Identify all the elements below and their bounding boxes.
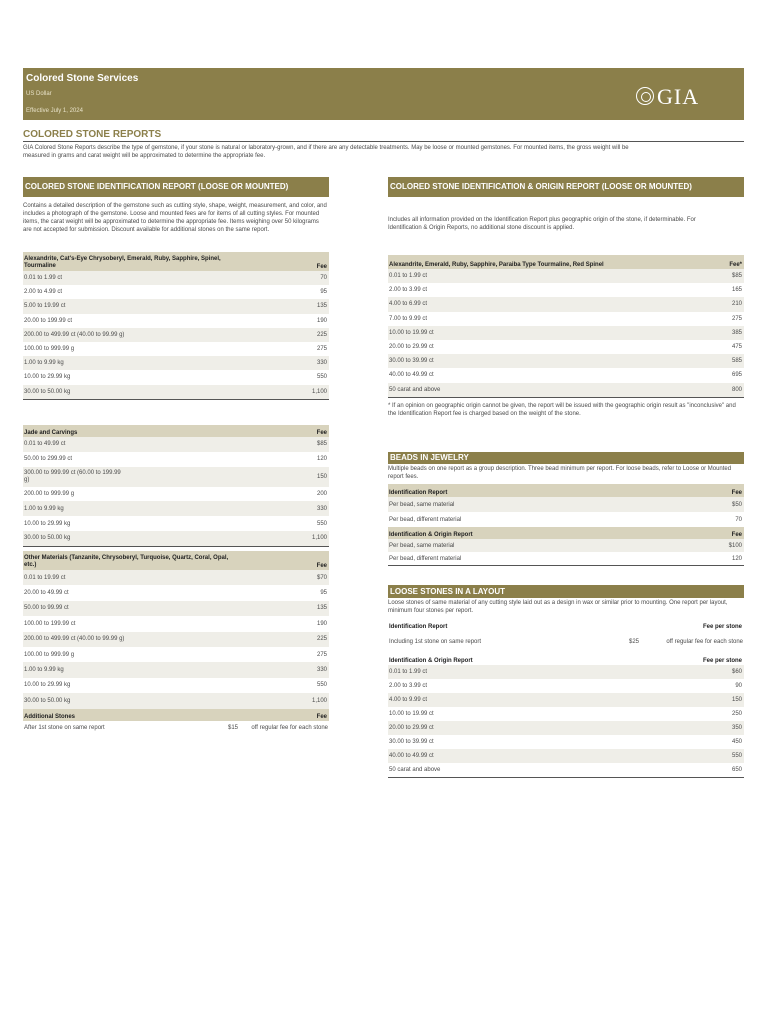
beads-table [388,484,744,566]
row-fee: 475 [731,344,742,351]
row-label: 0.01 to 19.99 ct [24,574,66,581]
row-label: 2.00 to 3.99 ct [389,287,428,294]
row-fee: 250 [731,711,742,717]
row-fee: $100 [728,542,742,549]
fee-header: Fee per stone [702,658,742,664]
row-fee: 1,100 [311,697,327,704]
table-row [388,749,744,763]
table-row [23,647,329,662]
table-header [388,527,744,539]
id-report-title-bar: COLORED STONE IDENTIFICATION REPORT (LOOSE OR MOUNTED) [23,177,329,197]
table-header-label: Additional Stones [24,713,75,720]
row-note: off regular fee for each stone [251,724,328,731]
row-fee: 550 [316,520,327,527]
table-row [388,707,744,721]
table-row [23,678,329,693]
row-fee: 1,100 [311,535,327,542]
row-label: 10.00 to 29.99 kg [24,520,71,527]
row-amount: $25 [629,639,640,645]
table-row [388,297,744,311]
row-label: 300.00 to 999.99 ct (60.00 to 199.99 g) [24,469,121,483]
row-label: 100.00 to 199.99 ct [24,620,76,627]
row-label: 50.00 to 99.99 ct [24,605,69,612]
table-header [388,653,744,665]
row-fee: 800 [731,386,742,393]
table-row [23,328,329,342]
row-label: 4.00 to 9.99 ct [389,697,428,703]
table-row [23,314,329,328]
origin-report-title-bar: COLORED STONE IDENTIFICATION & ORIGIN REPORT (LOOSE OR MOUNTED) [388,177,744,197]
row-fee: 135 [316,303,327,310]
row-fee: 275 [316,346,327,353]
origin-report-description: Includes all information provided on the Identification Report plus geographic origin of the stone, if determinable. For Identification & Origin Reports, no additional stone discount is applied. [388,217,696,231]
table-row [23,662,329,677]
row-fee: 385 [731,329,742,336]
row-label: Per bead, same material [389,542,455,549]
effective-date: Effective July 1, 2024 [26,108,83,114]
table-row [23,285,329,299]
gia-logo: GIA [636,84,699,110]
table-row [388,283,744,297]
row-label: 30.00 to 50.00 kg [24,697,71,704]
row-label: 10.00 to 19.99 ct [389,329,434,336]
row-fee: 120 [316,456,327,463]
row-label: 30.00 to 39.99 ct [389,739,434,745]
row-label: 40.00 to 49.99 ct [389,372,434,379]
origin-table [388,255,744,398]
id-jade-table [23,425,329,547]
table-row [388,512,744,527]
table-header [23,551,329,570]
table-row [388,354,744,368]
table-row [388,383,744,397]
table-header [388,484,744,497]
id-other-materials-table [23,551,329,735]
row-label: 7.00 to 9.99 ct [389,315,428,322]
table-row [23,271,329,285]
table-row [23,693,329,708]
row-fee: 165 [731,287,742,294]
fee-header: Fee [316,713,327,720]
table-row [23,616,329,631]
row-fee: $85 [316,441,327,448]
table-header [388,255,744,269]
row-label: After 1st stone on same report [24,724,105,731]
row-label: 1.00 to 9.99 kg [24,505,64,512]
row-fee: 450 [731,739,742,745]
table-row [23,531,329,546]
row-label: 1.00 to 9.99 kg [24,360,64,367]
row-label: 50.00 to 299.99 ct [24,456,73,463]
layout-description: Loose stones of same material of any cutting style laid out as a design in wax or similar prior to mounting. One report per layout, minimum four stones per report. [388,600,728,614]
table-header-label: Jade and Carvings [24,430,78,436]
table-row [23,356,329,370]
table-header [23,252,329,271]
row-label: Per bead, different material [389,516,462,523]
header-banner [23,68,744,120]
currency-label: US Dollar [26,91,52,97]
fee-header: Fee [731,532,742,538]
layout-table [388,620,744,778]
row-label: 30.00 to 50.00 kg [24,535,71,542]
row-amount: $15 [227,724,238,731]
row-fee: 150 [731,697,742,703]
table-row [388,497,744,512]
row-fee: 550 [316,682,327,689]
row-label: 200.00 to 499.99 ct (40.00 to 99.99 g) [24,636,125,643]
row-fee: 330 [316,667,327,674]
table-row [388,539,744,552]
table-header-label: Identification Report [389,490,448,496]
fee-header: Fee* [729,262,742,268]
table-header-label: Alexandrite, Cat's-Eye Chrysoberyl, Emerald, Ruby, Sapphire, Spinel, Tourmaline [24,256,221,269]
table-row [388,312,744,326]
table-row [388,326,744,340]
table-row [388,665,744,679]
table-header-label: Identification Report [389,624,448,630]
row-fee: 330 [316,505,327,512]
row-fee: 275 [731,315,742,322]
row-fee: 150 [316,473,327,480]
row-fee: 225 [316,636,327,643]
row-note: off regular fee for each stone [666,638,743,645]
table-row [23,501,329,516]
table-row [388,763,744,777]
row-fee: 585 [731,358,742,365]
row-label: 0.01 to 49.99 ct [24,441,66,448]
row-fee: 95 [320,590,327,597]
table-row [23,342,329,356]
fee-header: Fee [316,563,327,569]
table-row [388,340,744,354]
row-fee: 70 [320,275,327,282]
table-row [23,632,329,647]
row-fee: 70 [735,516,742,523]
table-row [23,467,329,487]
table-row [388,679,744,693]
table-row [388,368,744,382]
row-label: Per bead, different material [389,555,462,562]
row-label: 5.00 to 19.99 ct [24,303,66,310]
gia-seal-icon [636,87,654,105]
table-header-label: Alexandrite, Emerald, Ruby, Sapphire, Paraiba Type Tourmaline, Red Spinel [389,262,604,268]
row-label: Per bead, same material [389,501,455,508]
row-label: 20.00 to 29.99 ct [389,344,434,351]
row-label: 0.01 to 1.99 ct [389,273,428,280]
row-label: 40.00 to 49.99 ct [389,753,434,759]
row-label: 2.00 to 4.99 ct [24,289,63,296]
id-precious-table [23,252,329,400]
origin-footnote: * If an opinion on geographic origin cannot be given, the report will be issued with the geographic origin result as "inconclusive" and the Identification Report fee is charged based on the weight of the stone. [388,403,736,417]
row-label: 2.00 to 3.99 ct [389,683,428,689]
row-fee: $50 [731,501,742,508]
row-fee: 1,100 [311,388,327,395]
id-report-description: Contains a detailed description of the gemstone such as cutting style, shape, weight, measurement, and color, and includes a photograph of the gemstone. Loose and mounted fees are for items of all cutting styles. For mounted items, the carat weight will be approximated to determine the appropriate fee. Items weighing over 50 kilograms are not accepted for submission. Discount available for additional stones on the same report. [23,203,327,233]
row-label: 50 carat and above [389,386,441,393]
row-label: 200.00 to 999.99 g [24,490,75,497]
row-label: 200.00 to 499.99 ct (40.00 to 99.99 g) [24,331,125,338]
table-row [388,693,744,707]
table-row [23,437,329,452]
fee-header: Fee [316,264,327,270]
layout-title-bar: LOOSE STONES IN A LAYOUT [388,585,744,598]
table-header [388,620,744,631]
header-title: Colored Stone Services [26,73,139,84]
row-fee: $85 [731,273,742,280]
row-fee: 550 [316,374,327,381]
row-label: 20.00 to 199.99 ct [24,317,73,324]
row-fee: 210 [731,301,742,308]
table-row [388,552,744,565]
fee-header: Fee [316,430,327,436]
table-row [23,570,329,585]
row-fee: 190 [316,317,327,324]
table-row [388,735,744,749]
row-label: 0.01 to 1.99 ct [389,669,428,675]
row-label: 100.00 to 999.99 g [24,651,75,658]
fee-header: Fee [731,490,742,496]
additional-stones-header [23,709,329,721]
row-fee: 350 [731,725,742,731]
row-label: 4.00 to 6.99 ct [389,301,428,308]
table-row [388,721,744,735]
table-row [23,299,329,313]
row-fee: 135 [316,605,327,612]
row-label: Including 1st stone on same report [389,639,482,645]
beads-description: Multiple beads on one report as a group description. Three bead minimum per report. For loose beads, refer to Loose or Mounted report fees. [388,466,732,480]
row-fee: 225 [316,331,327,338]
table-row [23,601,329,616]
section-title: COLORED STONE REPORTS [23,129,162,140]
table-row [23,370,329,384]
row-label: 20.00 to 49.99 ct [24,590,69,597]
layout-first-stone-row [388,631,744,653]
row-label: 50 carat and above [389,767,441,773]
table-row [23,585,329,600]
table-row [23,487,329,502]
row-label: 0.01 to 1.99 ct [24,275,63,282]
row-label: 10.00 to 29.99 kg [24,682,71,689]
beads-title-bar: BEADS IN JEWELRY [388,452,744,464]
row-label: 10.00 to 19.99 ct [389,711,434,717]
row-label: 20.00 to 29.99 ct [389,725,434,731]
row-label: 30.00 to 39.99 ct [389,358,434,365]
row-fee: 275 [316,651,327,658]
row-fee: 200 [316,490,327,497]
row-fee: 330 [316,360,327,367]
table-row [23,452,329,467]
row-fee: 95 [320,289,327,296]
table-header-label: Identification & Origin Report [389,658,473,664]
row-fee: 650 [731,767,742,773]
row-fee: 550 [731,753,742,759]
row-fee: 695 [731,372,742,379]
row-label: 1.00 to 9.99 kg [24,667,64,674]
fee-header: Fee per stone [702,624,742,630]
table-header [23,425,329,437]
row-fee: 190 [316,620,327,627]
row-fee: 120 [731,555,742,562]
additional-stones-row [23,721,329,735]
section-divider [23,141,744,142]
table-header-label: Identification & Origin Report [389,532,473,538]
row-fee: 90 [735,683,742,689]
table-row [23,516,329,531]
row-fee: $70 [316,574,327,581]
table-header-label: Other Materials (Tanzanite, Chrysoberyl, Turquoise, Quartz, Coral, Opal, etc.) [24,555,229,568]
table-row [388,269,744,283]
row-label: 30.00 to 50.00 kg [24,388,71,395]
row-fee: $60 [731,669,742,675]
section-intro: GIA Colored Stone Reports describe the type of gemstone, if your stone is natural or laboratory-grown, and if there are any detectable treatments. May be loose or mounted gemstones. For mounted items, the gross weight will be measured in grams and carat weight will be approximated to determine the appropriate fee. [23,145,629,159]
table-row [23,385,329,399]
row-label: 10.00 to 29.99 kg [24,374,71,381]
row-label: 100.00 to 999.99 g [24,346,75,353]
